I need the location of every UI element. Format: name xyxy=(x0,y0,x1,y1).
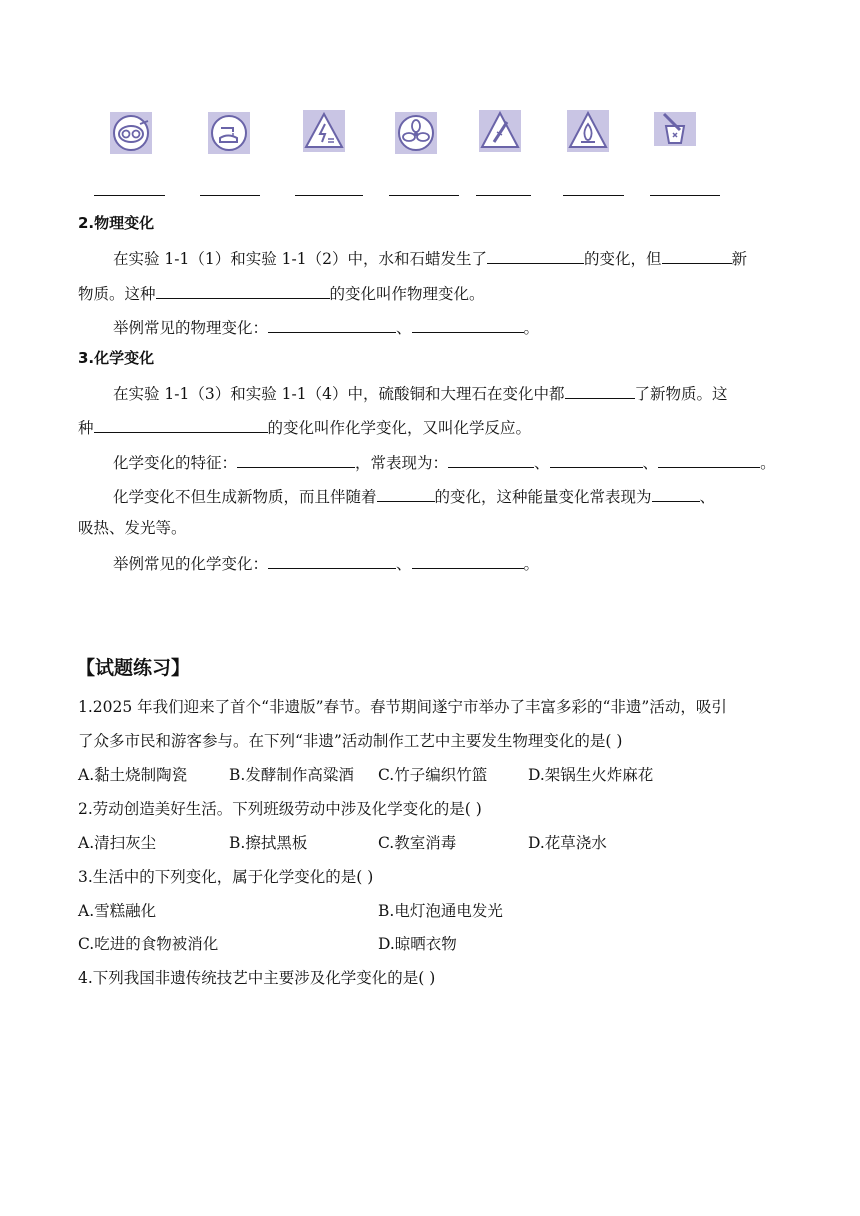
question-1-line1: 1.2025 年我们迎来了首个“非遗版”春节。春节期间遂宁市举办了丰富多彩的“非遗”活动，吸引 xyxy=(78,698,727,716)
physical-blank-change-type[interactable] xyxy=(487,247,584,264)
ventilation-icon xyxy=(395,112,437,154)
q2-option-b[interactable]: B.擦拭黑板 xyxy=(229,834,308,852)
icon-answer-blank-3[interactable] xyxy=(295,195,363,196)
physical-paragraph-line1: 在实验 1-1（1）和实验 1-1（2）中，水和石蜡发生了 的变化，但 新 xyxy=(113,247,747,269)
chemical-energy-line: 化学变化不但生成新物质，而且伴随着 的变化，这种能量变化常表现为 、 xyxy=(113,485,715,507)
waste-disposal-icon xyxy=(654,108,696,150)
q1-option-d[interactable]: D.架锅生火炸麻花 xyxy=(528,766,654,784)
q3-option-d[interactable]: D.晾晒衣物 xyxy=(378,935,457,953)
q1-option-c[interactable]: C.竹子编织竹篮 xyxy=(378,766,488,784)
practice-title: 【试题练习】 xyxy=(76,657,191,679)
physical-example-blank-2[interactable] xyxy=(412,316,524,333)
chemical-features-line: 化学变化的特征： ，常表现为： 、 、 。 xyxy=(113,451,776,473)
hand-wash-icon xyxy=(208,112,250,154)
chemical-example-blank-1[interactable] xyxy=(268,552,396,569)
chemical-blank-definition[interactable] xyxy=(94,416,268,433)
physical-blank-definition[interactable] xyxy=(156,282,330,299)
physical-blank-new-substance[interactable] xyxy=(662,247,732,264)
chemical-example-blank-2[interactable] xyxy=(412,552,524,569)
physical-change-heading: 2.物理变化 xyxy=(78,214,155,232)
q1-option-b[interactable]: B.发酵制作高粱酒 xyxy=(229,766,354,784)
q2-option-c[interactable]: C.教室消毒 xyxy=(378,834,457,852)
eye-protection-icon xyxy=(110,112,152,154)
chemical-examples-line: 举例常见的化学变化： 、 。 xyxy=(113,552,539,574)
chemical-feature-blank[interactable] xyxy=(237,451,355,468)
chemical-paragraph-line2: 种 的变化叫作化学变化，又叫化学反应。 xyxy=(78,416,531,438)
q2-option-a[interactable]: A.清扫灰尘 xyxy=(78,834,157,852)
chemical-energy-blank[interactable] xyxy=(377,485,435,502)
q3-option-c[interactable]: C.吃进的食物被消化 xyxy=(78,935,219,953)
chemical-phenomenon-blank-1[interactable] xyxy=(448,451,534,468)
chemical-phenomenon-blank-2[interactable] xyxy=(550,451,643,468)
physical-example-blank-1[interactable] xyxy=(268,316,396,333)
chemical-energy-line2: 吸热、发光等。 xyxy=(78,519,187,537)
icon-answer-blank-2[interactable] xyxy=(200,195,260,196)
chemical-phenomenon-blank-3[interactable] xyxy=(658,451,760,468)
question-2: 2.劳动创造美好生活。下列班级劳动中涉及化学变化的是( ) xyxy=(78,800,482,818)
electric-hazard-icon xyxy=(303,110,345,152)
chemical-energy-form-blank[interactable] xyxy=(652,485,700,502)
question-1-line2: 了众多市民和游客参与。在下列“非遗”活动制作工艺中主要发生物理变化的是( ) xyxy=(78,732,623,750)
question-4: 4.下列我国非遗传统技艺中主要涉及化学变化的是( ) xyxy=(78,969,436,987)
icon-answer-blank-6[interactable] xyxy=(563,195,624,196)
physical-paragraph-line2: 物质。这种 的变化叫作物理变化。 xyxy=(78,282,485,304)
sharp-object-icon xyxy=(479,110,521,152)
fire-heating-icon xyxy=(567,110,609,152)
physical-examples-line: 举例常见的物理变化： 、 。 xyxy=(113,316,539,338)
icon-answer-blank-1[interactable] xyxy=(94,195,165,196)
icon-answer-blank-4[interactable] xyxy=(389,195,459,196)
icon-answer-blank-7[interactable] xyxy=(650,195,720,196)
q3-option-b[interactable]: B.电灯泡通电发光 xyxy=(378,902,503,920)
chemical-blank-generated[interactable] xyxy=(565,382,635,399)
chemical-paragraph-line1: 在实验 1-1（3）和实验 1-1（4）中，硫酸铜和大理石在变化中都 了新物质。这 xyxy=(113,382,728,404)
chemical-change-heading: 3.化学变化 xyxy=(78,349,155,367)
q2-option-d[interactable]: D.花草浇水 xyxy=(528,834,607,852)
question-3: 3.生活中的下列变化，属于化学变化的是( ) xyxy=(78,868,374,886)
q1-option-a[interactable]: A.黏土烧制陶瓷 xyxy=(78,766,188,784)
q3-option-a[interactable]: A.雪糕融化 xyxy=(78,902,157,920)
icon-answer-blank-5[interactable] xyxy=(476,195,531,196)
